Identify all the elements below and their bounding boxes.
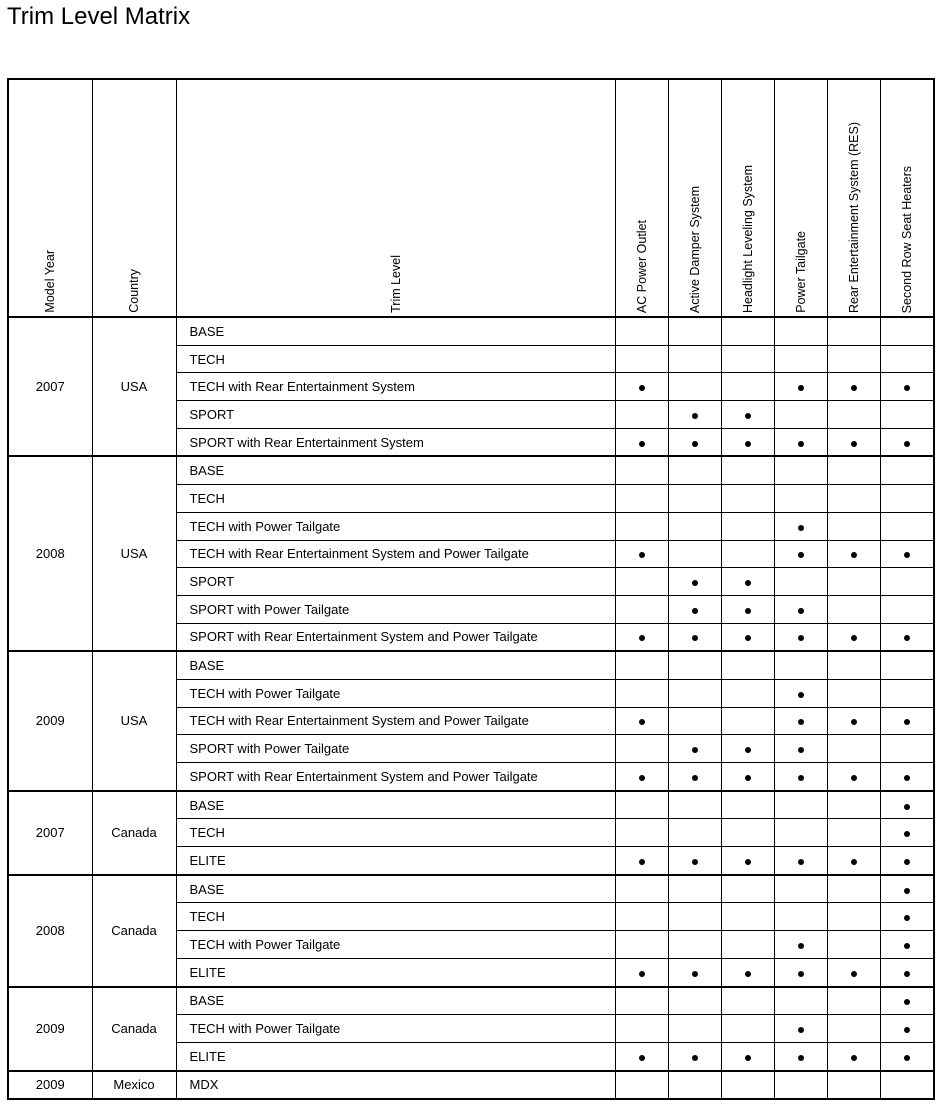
feature-cell — [827, 819, 880, 847]
bullet-icon — [904, 635, 910, 641]
trim-level-cell: TECH with Rear Entertainment System and Power Tailgate — [176, 540, 615, 568]
trim-level-cell: SPORT with Rear Entertainment System — [176, 428, 615, 456]
feature-cell — [827, 651, 880, 679]
feature-cell — [615, 1071, 668, 1100]
country-cell: Canada — [92, 791, 176, 875]
feature-cell — [721, 847, 774, 875]
feature-cell — [827, 373, 880, 401]
feature-cell — [880, 1071, 934, 1100]
bullet-icon — [904, 775, 910, 781]
feature-cell — [774, 903, 827, 931]
feature-cell — [668, 903, 721, 931]
feature-cell — [615, 903, 668, 931]
feature-cell — [774, 317, 827, 345]
feature-cell — [615, 540, 668, 568]
feature-cell — [827, 1071, 880, 1100]
country-cell: USA — [92, 317, 176, 456]
feature-cell — [774, 428, 827, 456]
bullet-icon — [639, 552, 645, 558]
feature-cell — [880, 903, 934, 931]
feature-cell — [880, 1042, 934, 1070]
feature-cell — [774, 456, 827, 484]
feature-cell — [827, 931, 880, 959]
feature-cell — [668, 595, 721, 623]
feature-cell — [721, 903, 774, 931]
bullet-icon — [798, 692, 804, 698]
feature-cell — [774, 568, 827, 596]
feature-cell — [721, 735, 774, 763]
feature-cell — [774, 1015, 827, 1043]
feature-cell — [721, 707, 774, 735]
feature-cell — [668, 1015, 721, 1043]
feature-cell — [827, 428, 880, 456]
feature-cell — [615, 931, 668, 959]
country-cell: Canada — [92, 987, 176, 1071]
feature-cell — [721, 401, 774, 429]
feature-cell — [880, 763, 934, 791]
header-ac-power-outlet: AC Power Outlet — [615, 79, 668, 317]
feature-cell — [774, 512, 827, 540]
feature-cell — [615, 485, 668, 513]
feature-cell — [615, 847, 668, 875]
feature-cell — [827, 763, 880, 791]
trim-level-cell: BASE — [176, 875, 615, 903]
bullet-icon — [745, 775, 751, 781]
bullet-icon — [798, 971, 804, 977]
bullet-icon — [904, 888, 910, 894]
feature-cell — [880, 512, 934, 540]
feature-cell — [827, 456, 880, 484]
feature-cell — [880, 345, 934, 373]
feature-cell — [827, 791, 880, 819]
table-row — [8, 791, 934, 819]
feature-cell — [721, 763, 774, 791]
feature-cell — [668, 373, 721, 401]
model-year-cell: 2007 — [8, 317, 92, 456]
bullet-icon — [798, 525, 804, 531]
bullet-icon — [639, 719, 645, 725]
feature-cell — [615, 875, 668, 903]
trim-level-cell: TECH — [176, 903, 615, 931]
feature-cell — [774, 679, 827, 707]
bullet-icon — [639, 635, 645, 641]
feature-cell — [880, 707, 934, 735]
bullet-icon — [798, 747, 804, 753]
feature-cell — [615, 987, 668, 1015]
trim-level-cell: BASE — [176, 317, 615, 345]
model-year-cell: 2009 — [8, 1071, 92, 1100]
feature-cell — [774, 1042, 827, 1070]
feature-cell — [668, 317, 721, 345]
model-year-cell: 2008 — [8, 875, 92, 987]
country-cell: Canada — [92, 875, 176, 987]
feature-cell — [827, 317, 880, 345]
feature-cell — [721, 1015, 774, 1043]
feature-cell — [668, 345, 721, 373]
trim-level-cell: BASE — [176, 456, 615, 484]
feature-cell — [721, 540, 774, 568]
feature-cell — [668, 623, 721, 651]
trim-level-cell: TECH — [176, 345, 615, 373]
header-active-damper-system: Active Damper System — [668, 79, 721, 317]
bullet-icon — [798, 1055, 804, 1061]
matrix-body — [8, 317, 934, 1099]
feature-cell — [880, 428, 934, 456]
feature-cell — [774, 735, 827, 763]
feature-cell — [615, 317, 668, 345]
feature-cell — [774, 1071, 827, 1100]
feature-cell — [827, 540, 880, 568]
feature-cell — [880, 401, 934, 429]
feature-cell — [880, 1015, 934, 1043]
table-row — [8, 456, 934, 484]
trim-level-cell: SPORT with Rear Entertainment System and Power Tailgate — [176, 623, 615, 651]
header-row — [8, 79, 934, 317]
bullet-icon — [692, 608, 698, 614]
feature-cell — [827, 345, 880, 373]
header-model-year: Model Year — [8, 79, 92, 317]
bullet-icon — [904, 552, 910, 558]
trim-level-cell: SPORT with Power Tailgate — [176, 735, 615, 763]
feature-cell — [668, 456, 721, 484]
feature-cell — [880, 317, 934, 345]
bullet-icon — [639, 1055, 645, 1061]
feature-cell — [668, 568, 721, 596]
bullet-icon — [745, 747, 751, 753]
bullet-icon — [745, 859, 751, 865]
trim-level-cell: TECH with Rear Entertainment System and Power Tailgate — [176, 707, 615, 735]
trim-level-cell: TECH — [176, 819, 615, 847]
feature-cell — [827, 485, 880, 513]
feature-cell — [668, 847, 721, 875]
feature-cell — [774, 401, 827, 429]
feature-cell — [827, 958, 880, 986]
feature-cell — [880, 847, 934, 875]
bullet-icon — [904, 859, 910, 865]
bullet-icon — [692, 971, 698, 977]
bullet-icon — [904, 441, 910, 447]
feature-cell — [774, 540, 827, 568]
feature-cell — [774, 373, 827, 401]
feature-cell — [721, 485, 774, 513]
bullet-icon — [904, 719, 910, 725]
feature-cell — [615, 958, 668, 986]
feature-cell — [774, 595, 827, 623]
bullet-icon — [692, 1055, 698, 1061]
bullet-icon — [851, 441, 857, 447]
feature-cell — [827, 401, 880, 429]
bullet-icon — [745, 580, 751, 586]
trim-level-cell: SPORT — [176, 568, 615, 596]
bullet-icon — [851, 1055, 857, 1061]
bullet-icon — [798, 943, 804, 949]
bullet-icon — [692, 580, 698, 586]
feature-cell — [827, 707, 880, 735]
feature-cell — [615, 819, 668, 847]
feature-cell — [827, 1042, 880, 1070]
bullet-icon — [851, 775, 857, 781]
feature-cell — [827, 679, 880, 707]
feature-cell — [615, 763, 668, 791]
table-row — [8, 875, 934, 903]
feature-cell — [668, 735, 721, 763]
feature-cell — [774, 791, 827, 819]
header-rear-entertainment-system: Rear Entertainment System (RES) — [827, 79, 880, 317]
feature-cell — [668, 679, 721, 707]
header-power-tailgate: Power Tailgate — [774, 79, 827, 317]
bullet-icon — [798, 719, 804, 725]
feature-cell — [668, 875, 721, 903]
feature-cell — [827, 568, 880, 596]
feature-cell — [880, 595, 934, 623]
trim-level-cell: ELITE — [176, 958, 615, 986]
bullet-icon — [904, 999, 910, 1005]
feature-cell — [774, 987, 827, 1015]
trim-level-cell: MDX — [176, 1071, 615, 1100]
bullet-icon — [745, 413, 751, 419]
feature-cell — [668, 1071, 721, 1100]
bullet-icon — [851, 859, 857, 865]
bullet-icon — [692, 859, 698, 865]
table-row — [8, 651, 934, 679]
feature-cell — [774, 345, 827, 373]
feature-cell — [668, 485, 721, 513]
trim-level-cell: TECH with Power Tailgate — [176, 1015, 615, 1043]
feature-cell — [615, 651, 668, 679]
bullet-icon — [639, 859, 645, 865]
bullet-icon — [639, 441, 645, 447]
feature-cell — [774, 763, 827, 791]
bullet-icon — [692, 441, 698, 447]
trim-level-cell: BASE — [176, 987, 615, 1015]
feature-cell — [774, 875, 827, 903]
feature-cell — [668, 791, 721, 819]
feature-cell — [721, 931, 774, 959]
feature-cell — [668, 540, 721, 568]
feature-cell — [827, 987, 880, 1015]
feature-cell — [668, 1042, 721, 1070]
feature-cell — [827, 875, 880, 903]
bullet-icon — [745, 441, 751, 447]
trim-level-cell: BASE — [176, 791, 615, 819]
feature-cell — [880, 735, 934, 763]
bullet-icon — [745, 1055, 751, 1061]
feature-cell — [721, 651, 774, 679]
feature-cell — [880, 456, 934, 484]
trim-level-matrix-table — [7, 78, 935, 1100]
bullet-icon — [692, 775, 698, 781]
feature-cell — [721, 317, 774, 345]
trim-level-cell: SPORT with Rear Entertainment System and Power Tailgate — [176, 763, 615, 791]
bullet-icon — [851, 971, 857, 977]
feature-cell — [615, 595, 668, 623]
trim-level-cell: TECH with Power Tailgate — [176, 931, 615, 959]
feature-cell — [721, 512, 774, 540]
feature-cell — [880, 373, 934, 401]
model-year-cell: 2007 — [8, 791, 92, 875]
header-second-row-seat-heaters: Second Row Seat Heaters — [880, 79, 934, 317]
feature-cell — [880, 819, 934, 847]
feature-cell — [774, 651, 827, 679]
bullet-icon — [798, 775, 804, 781]
feature-cell — [615, 428, 668, 456]
bullet-icon — [639, 775, 645, 781]
model-year-cell: 2009 — [8, 987, 92, 1071]
feature-cell — [721, 428, 774, 456]
feature-cell — [721, 679, 774, 707]
feature-cell — [721, 958, 774, 986]
bullet-icon — [904, 943, 910, 949]
page-title: Trim Level Matrix — [7, 3, 191, 30]
country-cell: USA — [92, 651, 176, 790]
bullet-icon — [745, 608, 751, 614]
trim-level-cell: SPORT with Power Tailgate — [176, 595, 615, 623]
feature-cell — [774, 931, 827, 959]
model-year-cell: 2008 — [8, 456, 92, 651]
bullet-icon — [692, 635, 698, 641]
bullet-icon — [745, 971, 751, 977]
feature-cell — [668, 707, 721, 735]
bullet-icon — [904, 1055, 910, 1061]
bullet-icon — [851, 552, 857, 558]
feature-cell — [721, 345, 774, 373]
trim-level-cell: TECH with Power Tailgate — [176, 679, 615, 707]
feature-cell — [668, 819, 721, 847]
feature-cell — [827, 903, 880, 931]
feature-cell — [827, 1015, 880, 1043]
feature-cell — [721, 623, 774, 651]
bullet-icon — [798, 1027, 804, 1033]
feature-cell — [880, 987, 934, 1015]
table-row — [8, 987, 934, 1015]
trim-level-cell: ELITE — [176, 1042, 615, 1070]
feature-cell — [774, 485, 827, 513]
bullet-icon — [904, 385, 910, 391]
feature-cell — [615, 791, 668, 819]
feature-cell — [615, 345, 668, 373]
bullet-icon — [851, 635, 857, 641]
model-year-cell: 2009 — [8, 651, 92, 790]
bullet-icon — [798, 385, 804, 391]
bullet-icon — [692, 747, 698, 753]
bullet-icon — [798, 635, 804, 641]
feature-cell — [668, 987, 721, 1015]
bullet-icon — [798, 441, 804, 447]
table-row — [8, 317, 934, 345]
feature-cell — [721, 373, 774, 401]
feature-cell — [880, 958, 934, 986]
feature-cell — [668, 428, 721, 456]
feature-cell — [774, 847, 827, 875]
feature-cell — [721, 456, 774, 484]
feature-cell — [668, 763, 721, 791]
feature-cell — [615, 401, 668, 429]
feature-cell — [668, 512, 721, 540]
trim-level-cell: TECH — [176, 485, 615, 513]
feature-cell — [827, 847, 880, 875]
bullet-icon — [904, 971, 910, 977]
trim-level-cell: TECH with Power Tailgate — [176, 512, 615, 540]
bullet-icon — [851, 719, 857, 725]
feature-cell — [880, 623, 934, 651]
feature-cell — [668, 401, 721, 429]
feature-cell — [721, 1042, 774, 1070]
feature-cell — [880, 931, 934, 959]
feature-cell — [721, 568, 774, 596]
bullet-icon — [904, 915, 910, 921]
header-headlight-leveling-system: Headlight Leveling System — [721, 79, 774, 317]
trim-level-cell: BASE — [176, 651, 615, 679]
bullet-icon — [851, 385, 857, 391]
bullet-icon — [798, 608, 804, 614]
feature-cell — [827, 623, 880, 651]
bullet-icon — [745, 635, 751, 641]
feature-cell — [721, 875, 774, 903]
feature-cell — [880, 485, 934, 513]
feature-cell — [615, 735, 668, 763]
bullet-icon — [904, 1027, 910, 1033]
table-row — [8, 1071, 934, 1100]
trim-level-cell: ELITE — [176, 847, 615, 875]
feature-cell — [827, 595, 880, 623]
header-trim-level: Trim Level — [176, 79, 615, 317]
feature-cell — [774, 707, 827, 735]
feature-cell — [615, 568, 668, 596]
bullet-icon — [798, 552, 804, 558]
feature-cell — [774, 958, 827, 986]
bullet-icon — [904, 831, 910, 837]
bullet-icon — [639, 971, 645, 977]
feature-cell — [615, 679, 668, 707]
feature-cell — [668, 651, 721, 679]
trim-level-cell: TECH with Rear Entertainment System — [176, 373, 615, 401]
feature-cell — [880, 875, 934, 903]
feature-cell — [774, 819, 827, 847]
feature-cell — [774, 623, 827, 651]
country-cell: Mexico — [92, 1071, 176, 1100]
feature-cell — [668, 958, 721, 986]
feature-cell — [615, 1015, 668, 1043]
feature-cell — [827, 735, 880, 763]
bullet-icon — [904, 804, 910, 810]
feature-cell — [721, 819, 774, 847]
bullet-icon — [692, 413, 698, 419]
trim-level-cell: SPORT — [176, 401, 615, 429]
country-cell: USA — [92, 456, 176, 651]
header-country: Country — [92, 79, 176, 317]
feature-cell — [880, 791, 934, 819]
feature-cell — [668, 931, 721, 959]
feature-cell — [615, 1042, 668, 1070]
feature-cell — [721, 595, 774, 623]
feature-cell — [880, 540, 934, 568]
feature-cell — [880, 651, 934, 679]
feature-cell — [721, 791, 774, 819]
feature-cell — [615, 623, 668, 651]
feature-cell — [615, 373, 668, 401]
feature-cell — [827, 512, 880, 540]
bullet-icon — [798, 859, 804, 865]
bullet-icon — [639, 385, 645, 391]
feature-cell — [880, 679, 934, 707]
feature-cell — [615, 512, 668, 540]
feature-cell — [615, 707, 668, 735]
feature-cell — [880, 568, 934, 596]
feature-cell — [721, 1071, 774, 1100]
feature-cell — [721, 987, 774, 1015]
feature-cell — [615, 456, 668, 484]
